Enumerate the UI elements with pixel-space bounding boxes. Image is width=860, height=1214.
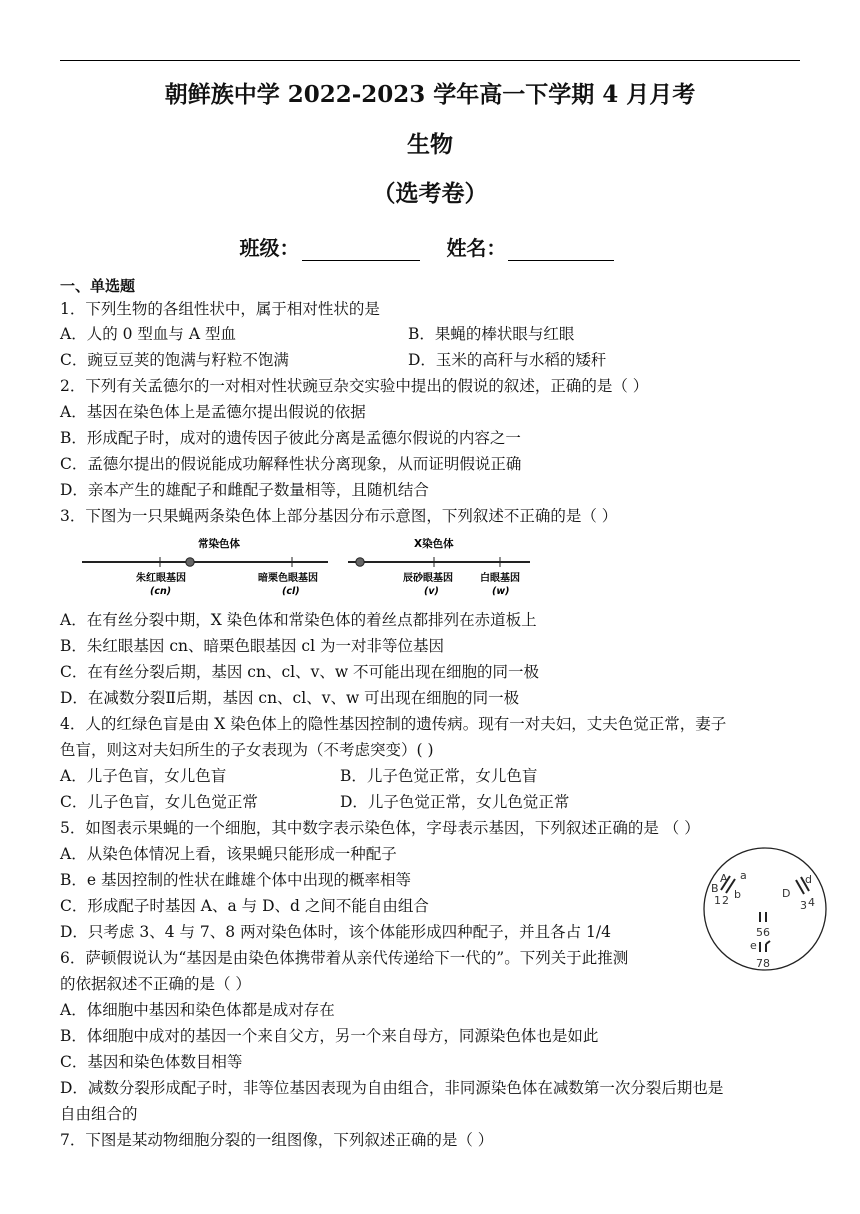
gene-v-label: 辰砂眼基因 [403,573,453,584]
q3-option-c: C．在有丝分裂后期，基因 cn、cl、v、w 不可能出现在细胞的同一极 [60,663,540,681]
x-chromosome-label: X染色体 [414,538,454,550]
q2-option-d: D．亲本产生的雄配子和雌配子数量相等，且随机结合 [60,481,429,499]
top-rule [60,60,800,61]
chromosome-gene-figure [78,533,538,599]
exam-paper-type: （选考卷） [372,180,488,207]
name-blank[interactable] [508,240,614,261]
q4-option-b: B．儿子色觉正常，女儿色盲 [340,767,538,785]
q3-option-d: D．在减数分裂Ⅱ后期，基因 cn、cl、v、w 可出现在细胞的同一极 [60,689,520,707]
q4-stem-line2: 色盲，则这对夫妇所生的子女表现为（不考虑突变）( ) [60,741,434,759]
q1-option-c: C．豌豆豆荚的饱满与籽粒不饱满 [60,351,289,369]
q1-option-d: D．玉米的高秆与水稻的矮秆 [408,351,607,369]
q4-stem-line1: 4．人的红绿色盲是由 X 染色体上的隐性基因控制的遗传病。现有一对夫妇，丈夫色觉正常，妻子 [60,715,727,733]
q6-stem-line2: 的依据叙述不正确的是（ ） [60,975,251,993]
q2-option-c: C．孟德尔提出的假说能成功解释性状分离现象，从而证明假说正确 [60,455,522,473]
gene-w-symbol: (w) [492,586,510,597]
q6-stem-line1: 6．萨顿假说认为“基因是由染色体携带着从亲代传递给下一代的”。下列关于此推测 [60,949,629,967]
q2-option-a: A．基因在染色体上是孟德尔提出假说的依据 [60,403,366,421]
chromosome-number-56: 56 [756,926,770,939]
q3-option-a: A．在有丝分裂中期，X 染色体和常染色体的着丝点都排列在赤道板上 [60,611,537,629]
q1-option-a: A．人的 0 型血与 A 型血 [60,325,236,343]
gene-d: d [805,873,812,886]
gene-v-symbol: (v) [424,586,439,597]
gene-b: b [734,888,741,901]
q1-option-b: B．果蝇的棒状眼与红眼 [408,325,575,343]
q5-option-d: D．只考虑 3、4 与 7、8 两对染色体时，该个体能形成四种配子，并且各占 1/4 [60,923,611,941]
q4-option-a: A．儿子色盲，女儿色盲 [60,767,227,785]
gene-A: A [720,872,728,885]
gene-B: B [711,882,719,895]
gene-cn-label: 朱红眼基因 [136,573,186,584]
q2-option-b: B．形成配子时，成对的遗传因子彼此分离是孟德尔假说的内容之一 [60,429,521,447]
autosome-centromere [186,558,194,566]
gene-a: a [740,869,747,882]
q6-option-d-line2: 自由组合的 [60,1105,138,1123]
q5-option-b: B．e 基因控制的性状在雌雄个体中出现的概率相等 [60,871,411,889]
q7-stem: 7．下图是某动物细胞分裂的一组图像，下列叙述正确的是（ ） [60,1131,494,1149]
gene-cl-symbol: (cl) [282,586,300,597]
chromosome-number-1: 1 [714,894,721,907]
autosome-label: 常染色体 [198,538,240,550]
q6-option-c: C．基因和染色体数目相等 [60,1053,243,1071]
chromosome-number-4: 4 [808,896,815,909]
gene-cn-symbol: (cn) [150,586,172,597]
gene-D: D [782,887,791,900]
name-label: 姓名： [446,236,507,260]
gene-e: e [750,939,757,952]
q3-option-b: B．朱红眼基因 cn、暗栗色眼基因 cl 为一对非等位基因 [60,637,444,655]
q6-option-a: A．体细胞中基因和染色体都是成对存在 [60,1001,335,1019]
section-title: 一、单选题 [60,277,136,295]
chromosome-number-2: 2 [722,894,729,907]
q5-stem: 5．如图表示果蝇的一个细胞，其中数字表示染色体，字母表示基因，下列叙述正确的是 （ ） [60,819,700,837]
chromosome-8-hook [766,941,770,944]
gene-w-label: 白眼基因 [480,573,520,584]
q2-stem: 2．下列有关孟德尔的一对相对性状豌豆杂交实验中提出的假说的叙述，正确的是（ ） [60,377,649,395]
fruit-fly-cell-figure [702,846,830,974]
class-label: 班级： [239,236,300,260]
q3-stem: 3．下图为一只果蝇两条染色体上部分基因分布示意图，下列叙述不正确的是（ ） [60,507,618,525]
chromosome-number-78: 78 [756,957,770,970]
student-info-line [0,232,860,261]
gene-cl-label: 暗栗色眼基因 [258,573,318,584]
x-centromere [356,558,364,566]
q5-option-c: C．形成配子时基因 A、a 与 D、d 之间不能自由组合 [60,897,429,915]
q6-option-d-line1: D．减数分裂形成配子时，非等位基因表现为自由组合，非同源染色体在减数第一次分裂后期也是 [60,1079,724,1097]
chromosome-number-3: 3 [800,899,807,912]
q6-option-b: B．体细胞中成对的基因一个来自父方，另一个来自母方，同源染色体也是如此 [60,1027,599,1045]
q5-option-a: A．从染色体情况上看，该果蝇只能形成一种配子 [60,845,397,863]
exam-title: 朝鲜族中学 2022-2023 学年高一下学期 4 月月考 [164,81,696,108]
class-blank[interactable] [302,240,420,261]
q1-stem: 1．下列生物的各组性状中，属于相对性状的是 [60,300,380,318]
q4-option-c: C．儿子色盲，女儿色觉正常 [60,793,258,811]
q4-option-d: D．儿子色觉正常，女儿色觉正常 [340,793,570,811]
exam-subject: 生物 [407,131,453,158]
